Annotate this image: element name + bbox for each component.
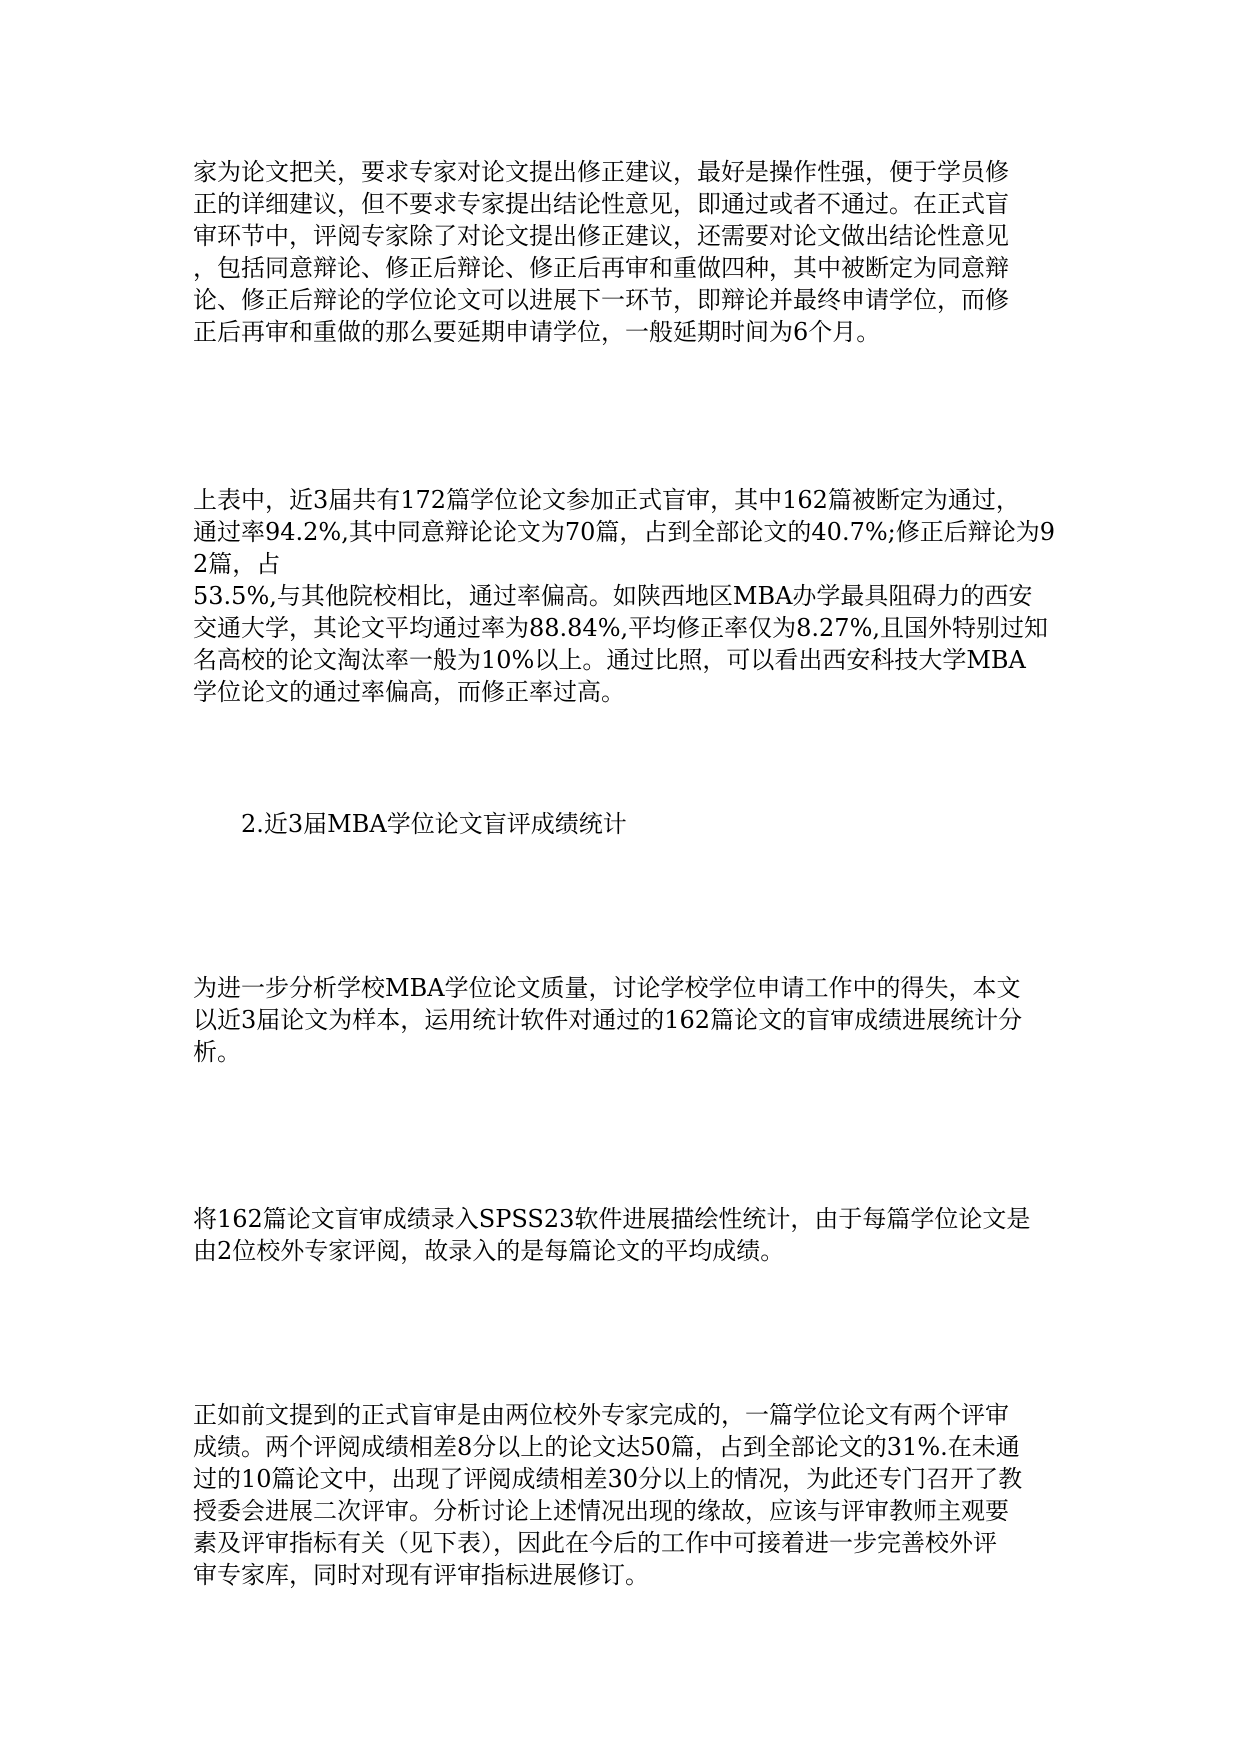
paragraph-line: 学位论文的通过率偏高，而修正率过高。 (193, 678, 625, 706)
paragraph-line: 审专家库，同时对现有评审指标进展修订。 (193, 1561, 649, 1589)
paragraph-line: 家为论文把关，要求专家对论文提出修正建议，最好是操作性强，便于学员修 (193, 158, 1009, 186)
paragraph-score-differences (193, 1399, 1053, 1591)
paragraph-line: 将162篇论文盲审成绩录入SPSS23软件进展描绘性统计，由于每篇学位论文是 (193, 1205, 1031, 1233)
section-heading: 2.近3届MBA学位论文盲评成绩统计 (241, 810, 627, 838)
paragraph-pass-rate (193, 484, 1056, 708)
paragraph-line: 素及评审指标有关（见下表），因此在今后的工作中可接着进一步完善校外评 (193, 1529, 997, 1557)
paragraph-spss-statistics (193, 1203, 1053, 1267)
paragraph-line: 通过率94.2%,其中同意辩论论文为70篇，占到全部论文的40.7%;修正后辩论为9 (193, 518, 1056, 546)
paragraph-line: 名高校的论文淘汰率一般为10%以上。通过比照，可以看出西安科技大学MBA (193, 646, 1026, 674)
paragraph-line: 2篇，占 (193, 550, 281, 578)
paragraph-analysis-intro (193, 972, 1053, 1068)
paragraph-line: 正后再审和重做的那么要延期申请学位，一般延期时间为6个月。 (193, 318, 881, 346)
paragraph-line: 成绩。两个评阅成绩相差8分以上的论文达50篇，占到全部论文的31%.在未通 (193, 1433, 1020, 1461)
paragraph-review-process (193, 156, 1053, 348)
paragraph-line: 授委会进展二次评审。分析讨论上述情况出现的缘故，应该与评审教师主观要 (193, 1497, 1009, 1525)
paragraph-line: 论、修正后辩论的学位论文可以进展下一环节，即辩论并最终申请学位，而修 (193, 286, 1009, 314)
paragraph-line: 为进一步分析学校MBA学位论文质量，讨论学校学位申请工作中的得失，本文 (193, 974, 1021, 1002)
paragraph-line: 53.5%,与其他院校相比，通过率偏高。如陕西地区MBA办学最具阻碍力的西安 (193, 582, 1033, 610)
paragraph-line: 交通大学，其论文平均通过率为88.84%,平均修正率仅为8.27%,且国外特别过知 (193, 614, 1049, 642)
paragraph-line: 由2位校外专家评阅，故录入的是每篇论文的平均成绩。 (193, 1237, 785, 1265)
paragraph-line: 正的详细建议，但不要求专家提出结论性意见，即通过或者不通过。在正式盲 (193, 190, 1009, 218)
paragraph-line: ，包括同意辩论、修正后辩论、修正后再审和重做四种，其中被断定为同意辩 (193, 254, 1009, 282)
paragraph-line: 上表中，近3届共有172篇学位论文参加正式盲审，其中162篇被断定为通过， (193, 486, 1020, 514)
paragraph-line: 审环节中，评阅专家除了对论文提出修正建议，还需要对论文做出结论性意见 (193, 222, 1009, 250)
paragraph-line: 正如前文提到的正式盲审是由两位校外专家完成的，一篇学位论文有两个评审 (193, 1401, 1009, 1429)
paragraph-line: 析。 (193, 1038, 241, 1066)
paragraph-line: 过的10篇论文中，出现了评阅成绩相差30分以上的情况，为此还专门召开了教 (193, 1465, 1023, 1493)
paragraph-line: 以近3届论文为样本，运用统计软件对通过的162篇论文的盲审成绩进展统计分 (193, 1006, 1023, 1034)
